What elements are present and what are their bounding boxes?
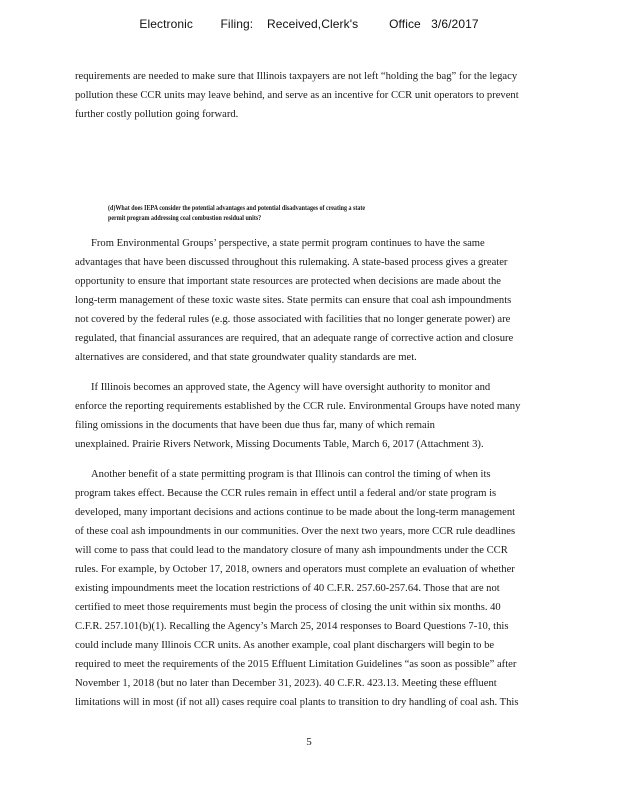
text-line: From Environmental Groups’ perspective, a state permit program continues to have the same bbox=[91, 238, 485, 249]
text-line: filing omissions in the documents that have been due thus far, many of which remain bbox=[75, 420, 435, 431]
question-line: (d)What does IEPA consider the potential advantages and potential disadvantages of creating a state bbox=[108, 204, 366, 212]
text-line: of these coal ash impoundments in our communities. Over the next two years, more CCR rule deadlines bbox=[75, 526, 516, 537]
text-line: could include many Illinois CCR units. As another example, coal plant dischargers will begin to be bbox=[75, 640, 495, 651]
filing-header: Electronic Filing: Received,Clerk's Office 3/6/2017 bbox=[139, 17, 479, 31]
text-line: program takes effect. Because the CCR rules remain in effect until a federal and/or state program is bbox=[75, 488, 497, 499]
text-line: requirements are needed to make sure that Illinois taxpayers are not left “holding the bag” for the legacy bbox=[75, 71, 518, 82]
text-line: pollution these CCR units may leave behind, and serve as an incentive for CCR unit operators to prevent bbox=[75, 90, 519, 101]
text-line: November 1, 2018 (but no later than December 31, 2023). 40 C.F.R. 423.13. Meeting these effluent bbox=[75, 678, 497, 689]
text-line: required to meet the requirements of the 2015 Effluent Limitation Guidelines “as soon as possible” after bbox=[75, 659, 517, 670]
text-line: advantages that have been discussed throughout this rulemaking. A state-based process gives a greater bbox=[75, 257, 508, 268]
text-line: opportunity to ensure that important state resources are protected when decisions are made about the bbox=[75, 276, 501, 287]
text-line: existing impoundments meet the location restrictions of 40 C.F.R. 257.60-257.64. Those that are not bbox=[75, 583, 500, 594]
text-line: developed, many important decisions and actions continue to be made about the long-term management bbox=[75, 507, 516, 518]
text-line: C.F.R. 257.101(b)(1). Recalling the Agency’s March 25, 2014 responses to Board Questions 7-10, this bbox=[75, 621, 509, 632]
text-line: limitations will in most (if not all) cases require coal plants to transition to dry handling of coal ash. This bbox=[75, 697, 519, 708]
page-number: 5 bbox=[306, 736, 312, 748]
text-line: unexplained. Prairie Rivers Network, Missing Documents Table, March 6, 2017 (Attachment 3). bbox=[75, 439, 484, 450]
text-line: not covered by the federal rules (e.g. those associated with facilities that no longer generate power) are bbox=[75, 314, 511, 325]
text-line: Another benefit of a state permitting program is that Illinois can control the timing of when its bbox=[91, 469, 491, 480]
text-line: enforce the reporting requirements established by the CCR rule. Environmental Groups have noted many bbox=[75, 401, 521, 412]
text-line: regulated, that financial assurances are required, that an adequate range of corrective action and closure bbox=[75, 333, 514, 344]
text-line: rules. For example, by October 17, 2018, owners and operators must complete an evaluation of whether bbox=[75, 564, 515, 575]
text-line: will come to pass that could lead to the mandatory closure of many ash impoundments under the CCR bbox=[75, 545, 508, 556]
question-line: permit program addressing coal combustion residual units? bbox=[108, 214, 262, 222]
text-line: If Illinois becomes an approved state, the Agency will have oversight authority to monitor and bbox=[91, 382, 491, 393]
text-line: certified to meet those requirements must begin the process of closing the unit within six months. 40 bbox=[75, 602, 501, 613]
text-line: long-term management of these toxic waste sites. State permits can ensure that coal ash impoundments bbox=[75, 295, 512, 306]
text-line: further costly pollution going forward. bbox=[75, 109, 239, 120]
text-line: alternatives are considered, and that state groundwater quality standards are met. bbox=[75, 352, 417, 363]
